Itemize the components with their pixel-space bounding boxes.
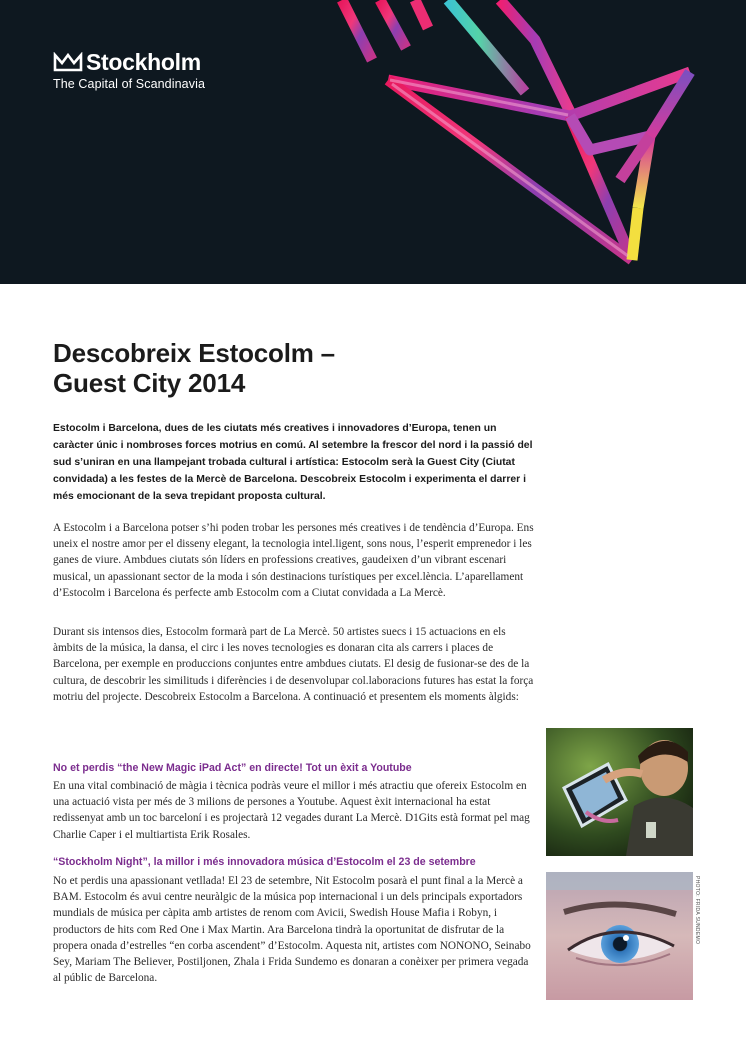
photo-credit-text: PHOTO: FRIDA SUNDEMO <box>694 876 700 945</box>
stockholm-logo[interactable] <box>53 50 205 91</box>
crown-icon <box>53 52 83 72</box>
section-text-ipad-act: En una vital combinació de màgia i tècnica podràs veure el millor i més atractiu que ofereix Estocolm en una actuació vista per més de 3 milions de persones a Youtube. Aquest èxit internacional ha estat redissenyat amb un toc barceloní i es projectarà 12 vegades durant La Mercè. D1Gits està format pel mag Charlie Caper i el multiartista Erik Rosales. <box>53 780 530 841</box>
eye-portrait-photo <box>546 872 693 1000</box>
intro-paragraph: Estocolm i Barcelona, dues de les ciutats més creatives i innovadores d’Europa, tenen un caràcter únic i nombroses forces motrius en comú. Al setembre la frescor del nord i la passió del sud s’uniran en una llampejant trobada cultural i artística: Estocolm serà la Guest City (Ciutat convidada) a les festes de la Mercè de Barcelona. Descobreix Estocolm i experimenta el darrer i més emocionant de la seva trepidant proposta cultural. <box>53 423 533 502</box>
body-paragraph: Durant sis intensos dies, Estocolm formarà part de La Mercè. 50 artistes suecs i 15 actuacions en els àmbits de la música, la dansa, el circ i les noves tecnologies es donaran cita als carrers i places de Barcelona, per exemple en produccions conjuntes entre ambdues ciutats. El desig de fusionar-se des de la cultura, de descobrir les similituds i diferències i de desenvolupar col.laboracions futures has estat la força motriu del projecte. Descobreix Estocolm a Barcelona. A continuació et presentem els moments àlgids: <box>53 626 534 703</box>
brand-name: Stockholm <box>86 49 201 75</box>
magician-ipad-photo <box>546 728 693 856</box>
section-text-stockholm-night: No et perdis una apassionant vetllada! El 23 de setembre, Nit Estocolm posarà el punt final a la Mercè a BAM. Estocolm és avui centre neuràlgic de la música pop internacional i un dels principals exportadors mundials de música per càpita amb artistes de renom com Avicii, Swedish House Mafia i Robyn, i productors de hits com Red One i Max Martin. Ara Barcelona tindrà la oportunitat de disfrutar de la propera onada d’estrelles “en corba ascendent” d’Estocolm. Aquesta nit, artistes com NONONO, Seinabo Sey, Mariam The Believer, Postiljonen, Zhala i Frida Sundemo es donaran a conèixer per primera vegada al públic de Barcelona. <box>53 875 531 985</box>
photo-credit <box>690 876 704 946</box>
brand-tagline: The Capital of Scandinavia <box>53 77 205 91</box>
crown-graphic-decoration <box>320 0 746 284</box>
section-heading-ipad-act: No et perdis “the New Magic iPad Act” en directe! Tot un èxit a Youtube <box>53 762 412 774</box>
section-heading-stockholm-night: “Stockholm Night”, la millor i més innovadora música d’Estocolm el 23 de setembre <box>53 856 476 868</box>
body-paragraph: A Estocolm i a Barcelona potser s’hi poden trobar les persones més creatives i de tendència d’Europa. Ens uneix el nostre amor per el disseny elegant, la tecnologia intel.ligent, sons nous, l’esperit emprenedor i les ganes de viure. Ambdues ciutats són líders en professions creatives, gaudeixen d’un vibrant escenari musical, un apassionant sector de la moda i són destinacions turístiques per excel.lència. L’aparellament d’Estocolm i Barcelona és perfecte amb Estocolm com a Ciutat convidada a La Mercè. <box>53 522 534 599</box>
title-line-2: Guest City 2014 <box>53 368 246 398</box>
header-banner <box>0 0 746 284</box>
page-title <box>53 338 335 398</box>
title-line-1: Descobreix Estocolm – <box>53 338 335 368</box>
